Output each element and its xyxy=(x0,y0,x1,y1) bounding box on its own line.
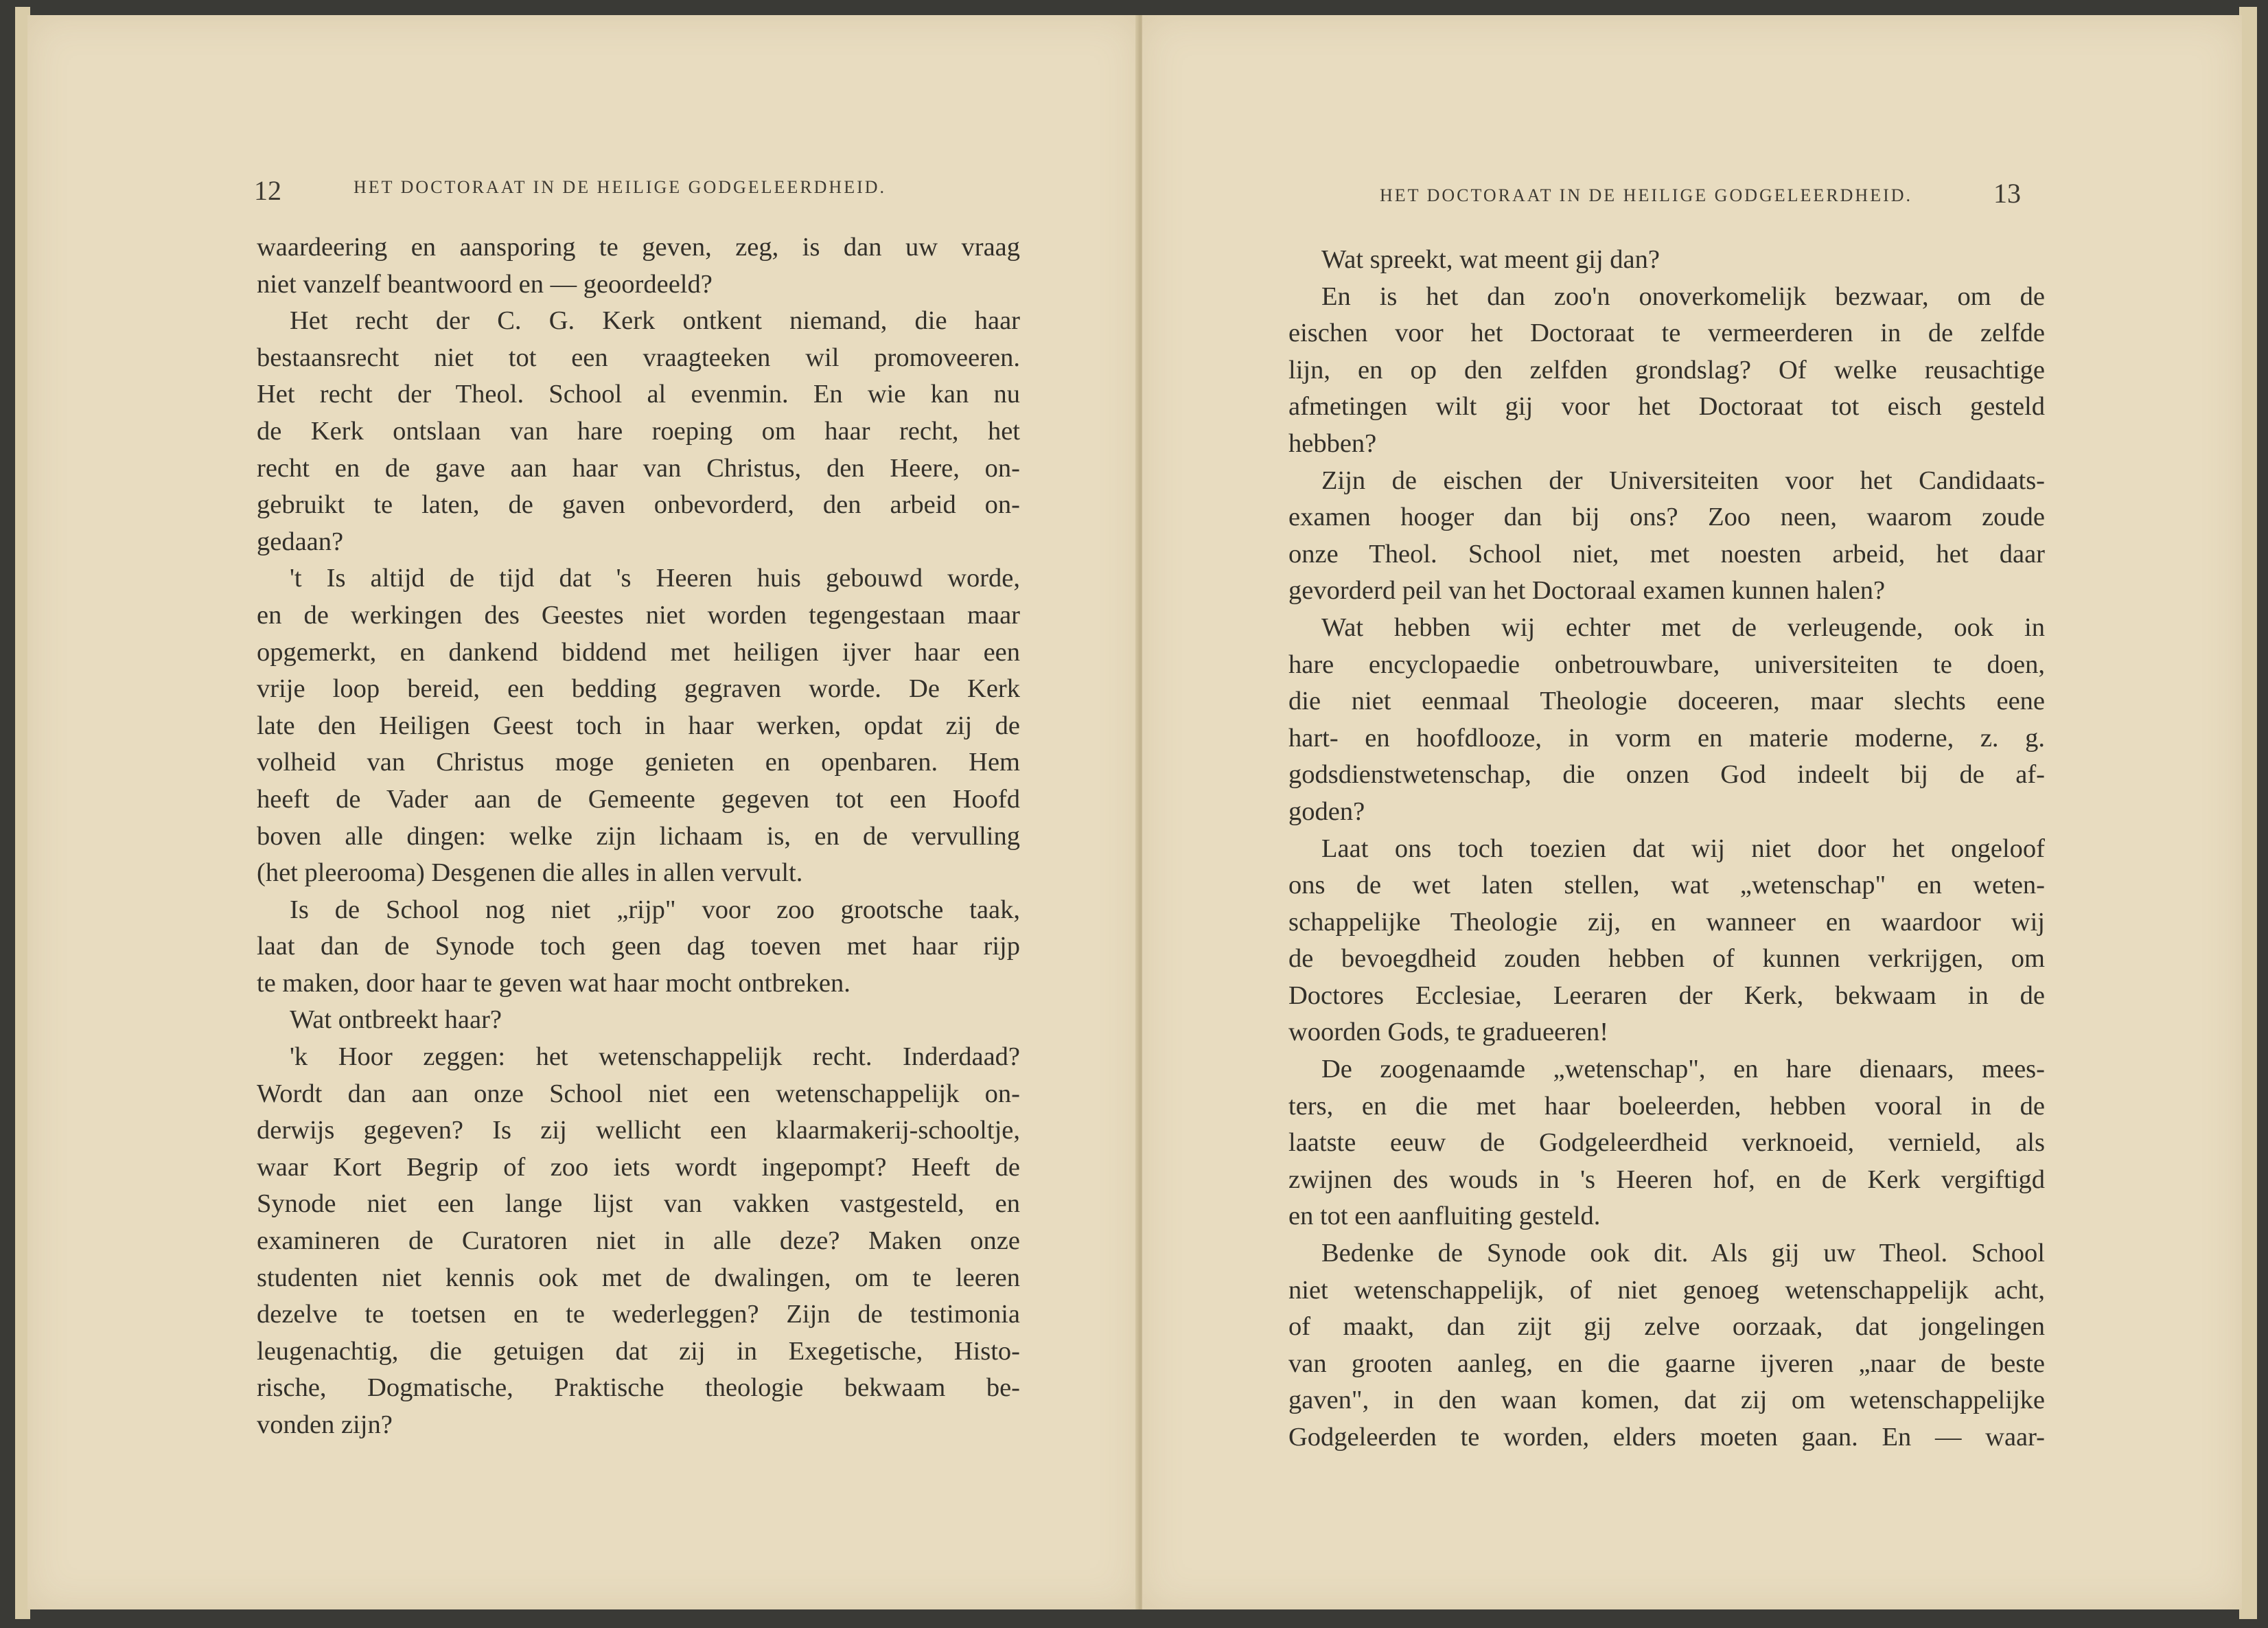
text-line: niet wetenschappelijk, of niet genoeg wetenschappelijk acht, xyxy=(1288,1275,2045,1305)
text-line: examineren de Curatoren niet in alle deze? Maken onze xyxy=(257,1226,1020,1256)
text-line: godsdienstwetenschap, die onzen God indeelt bij de af- xyxy=(1288,760,2045,790)
text-line: Bedenke de Synode ook dit. Als gij uw Theol. School xyxy=(1321,1239,2045,1268)
text-line: ters, en die met haar boeleerden, hebben vooral in de xyxy=(1288,1091,2045,1121)
text-line: late den Heiligen Geest toch in haar werken, opdat zij de xyxy=(257,711,1020,740)
text-line: Doctores Ecclesiae, Leeraren der Kerk, bekwaam in de xyxy=(1288,981,2045,1010)
text-line: Wat ontbreekt haar? xyxy=(290,1005,502,1035)
text-line: en de werkingen des Geestes niet worden tegengestaan maar xyxy=(257,600,1020,630)
text-line: gevorderd peil van het Doctoraal examen kunnen halen? xyxy=(1288,576,1886,606)
text-line: die niet eenmaal Theologie doceeren, maar slechts eene xyxy=(1288,687,2045,716)
text-line: van grooten aanleg, en die gaarne ijveren „naar de beste xyxy=(1288,1349,2045,1378)
text-line: derwijs gegeven? Is zij wellicht een klaarmakerij-schooltje, xyxy=(257,1116,1020,1145)
text-line: ons de wet laten stellen, wat „wetenschap" en weten- xyxy=(1288,871,2045,900)
text-line: waardeering en aansporing te geven, zeg, is dan uw vraag xyxy=(257,233,1020,262)
text-line: 't Is altijd de tijd dat 's Heeren huis gebouwd worde, xyxy=(290,564,1020,593)
text-line: en tot een aanfluiting gesteld. xyxy=(1288,1202,1601,1231)
text-line: leugenachtig, die getuigen dat zij in Exegetische, Histo- xyxy=(257,1336,1020,1366)
text-line: afmetingen wilt gij voor het Doctoraat tot eisch gesteld xyxy=(1288,392,2045,422)
text-line: lijn, en op den zelfden grondslag? Of welke reusachtige xyxy=(1288,355,2045,385)
text-line: de Kerk ontslaan van hare roeping om haar recht, het xyxy=(257,416,1020,446)
left-running-head: HET DOCTORAAT IN DE HEILIGE GODGELEERDHEID. xyxy=(354,177,887,197)
text-line: Zijn de eischen der Universiteiten voor het Candidaats- xyxy=(1321,466,2045,495)
text-line: Wat spreekt, wat meent gij dan? xyxy=(1321,245,1660,274)
text-line: Laat ons toch toezien dat wij niet door het ongeloof xyxy=(1321,834,2045,863)
text-line: (het pleerooma) Desgenen die alles in allen vervult. xyxy=(257,858,803,888)
text-line: dezelve te toetsen en te wederleggen? Zijn de testimonia xyxy=(257,1300,1020,1329)
text-line: schappelijke Theologie zij, en wanneer en waardoor wij xyxy=(1288,907,2045,937)
text-line: recht en de gave aan haar van Christus, den Heere, on- xyxy=(257,453,1020,483)
text-line: bestaansrecht niet tot een vraagteeken wil promoveeren. xyxy=(257,343,1020,372)
text-line: laat dan de Synode toch geen dag toeven met haar rijp xyxy=(257,932,1020,961)
text-line: Wordt dan aan onze School niet een wetenschappelijk on- xyxy=(257,1079,1020,1108)
text-line: En is het dan zoo'n onoverkomelijk bezwaar, om de xyxy=(1321,282,2045,311)
text-line: zwijnen des wouds in 's Heeren hof, en de Kerk vergiftigd xyxy=(1288,1165,2045,1194)
text-line: Synode niet een lange lijst van vakken vastgesteld, en xyxy=(257,1189,1020,1219)
text-line: vrije loop bereid, een bedding gegraven worde. De Kerk xyxy=(257,674,1020,704)
text-line: examen hooger dan bij ons? Zoo neen, waarom zoude xyxy=(1288,503,2045,532)
left-page-text xyxy=(257,229,1020,1444)
text-line: of maakt, dan zijt gij zelve oorzaak, dat jongelingen xyxy=(1288,1312,2045,1342)
text-line: gedaan? xyxy=(257,527,344,556)
text-line: vonden zijn? xyxy=(257,1410,393,1439)
text-line: Het recht der Theol. School al evenmin. En wie kan nu xyxy=(257,380,1020,409)
text-line: volheid van Christus moge genieten en openbaren. Hem xyxy=(257,748,1020,777)
text-line: gebruikt te laten, de gaven onbevorderd, den arbeid on- xyxy=(257,490,1020,520)
text-line: Godgeleerden te worden, elders moeten gaan. En — waar- xyxy=(1288,1423,2045,1452)
text-line: gaven", in den waan komen, dat zij om wetenschappelijke xyxy=(1288,1386,2045,1415)
right-page-text xyxy=(1288,242,2045,1456)
text-line: hebben? xyxy=(1288,428,1377,458)
text-line: hare encyclopaedie onbetrouwbare, universiteiten te doen, xyxy=(1288,650,2045,679)
text-line: waar Kort Begrip of zoo iets wordt ingepompt? Heeft de xyxy=(257,1152,1020,1182)
text-line: De zoogenaamde „wetenschap", en hare dienaars, mees- xyxy=(1321,1055,2045,1084)
text-line: eischen voor het Doctoraat te vermeerderen in de zelfde xyxy=(1288,319,2045,348)
right-page-number: 13 xyxy=(1993,178,2021,209)
text-line: laatste eeuw de Godgeleerdheid verknoeid, vernield, als xyxy=(1288,1128,2045,1158)
text-line: rische, Dogmatische, Praktische theologie bekwaam be- xyxy=(257,1373,1020,1403)
left-page xyxy=(27,15,1141,1609)
text-line: Het recht der C. G. Kerk ontkent niemand, die haar xyxy=(290,306,1020,336)
text-line: de bevoegdheid zouden hebben of kunnen verkrijgen, om xyxy=(1288,944,2045,974)
text-line: te maken, door haar te geven wat haar mocht ontbreken. xyxy=(257,968,850,998)
text-line: 'k Hoor zeggen: het wetenschappelijk recht. Inderdaad? xyxy=(290,1042,1020,1072)
text-line: opgemerkt, en dankend biddend met heiligen ijver haar een xyxy=(257,637,1020,667)
text-line: Is de School nog niet „rijp" voor zoo grootsche taak, xyxy=(290,895,1020,924)
text-line: boven alle dingen: welke zijn lichaam is, en de vervulling xyxy=(257,821,1020,851)
text-line: goden? xyxy=(1288,796,1365,826)
right-running-head: HET DOCTORAAT IN DE HEILIGE GODGELEERDHEID. xyxy=(1380,185,1913,205)
text-line: Wat hebben wij echter met de verleugende, ook in xyxy=(1321,612,2045,642)
right-page xyxy=(1142,15,2242,1609)
left-page-number: 12 xyxy=(254,175,281,206)
text-line: niet vanzelf beantwoord en — geoordeeld? xyxy=(257,269,713,299)
text-line: heeft de Vader aan de Gemeente gegeven tot een Hoofd xyxy=(257,784,1020,814)
text-line: hart- en hoofdlooze, in vorm en materie moderne, z. g. xyxy=(1288,723,2045,753)
text-line: onze Theol. School niet, met noesten arbeid, het daar xyxy=(1288,539,2045,569)
text-line: woorden Gods, te gradueeren! xyxy=(1288,1018,1609,1047)
text-line: studenten niet kennis ook met de dwalingen, om te leeren xyxy=(257,1263,1020,1292)
